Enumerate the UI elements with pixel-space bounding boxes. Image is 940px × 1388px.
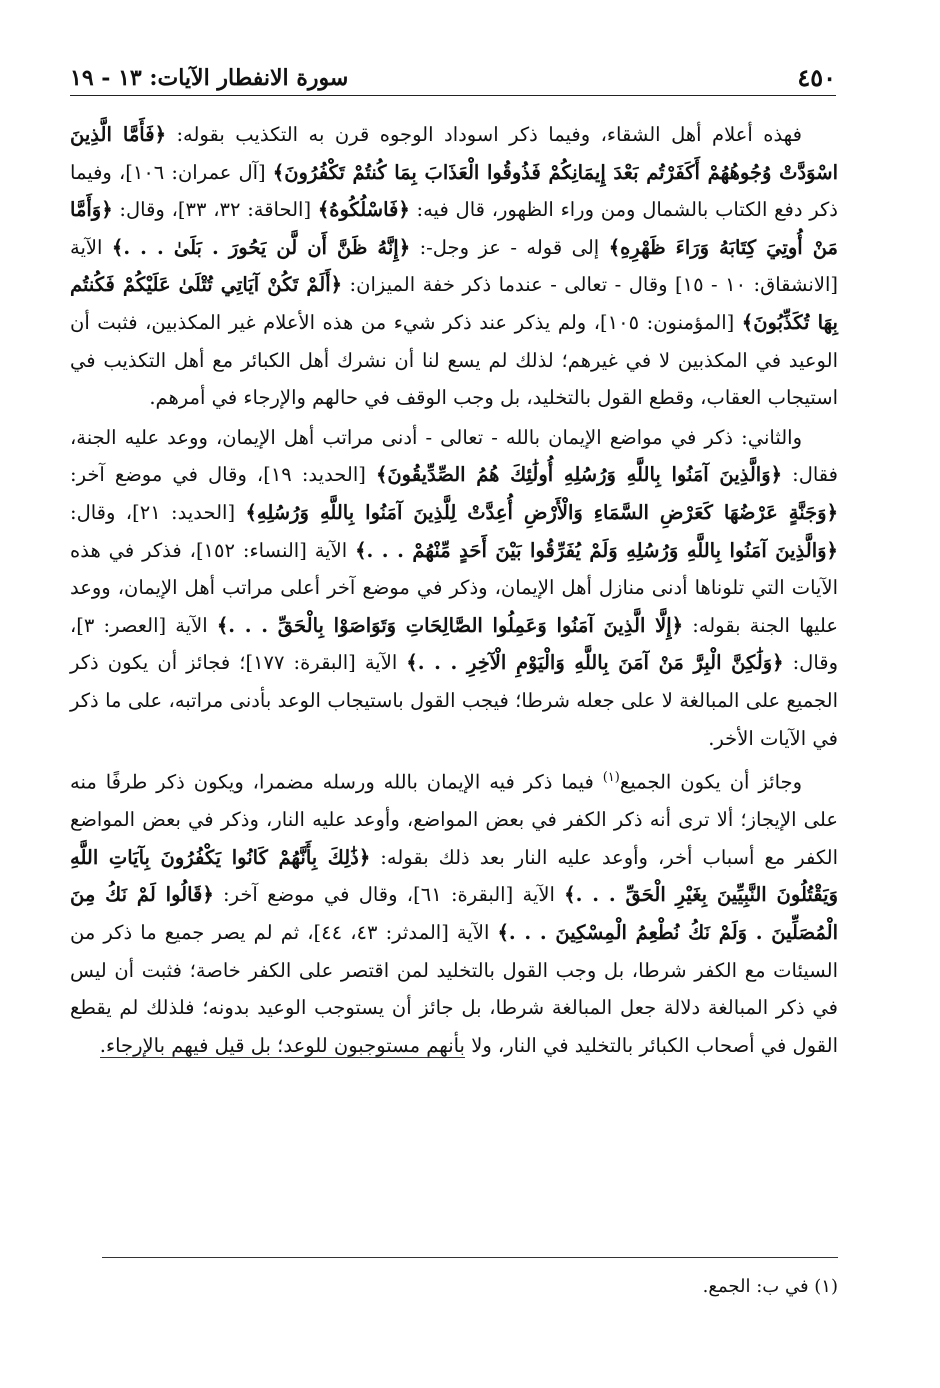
text-segment: الآية [الانشقاق: ١٠ - ١٥] وقال - تعالى - عندما ذكر خفة الميزان: [70, 235, 838, 297]
text-segment: [الحديد: ١٩]، وقال في موضع آخر: [70, 463, 376, 487]
text-segment: والثاني: ذكر في مواضع الإيمان بالله - تعالى - أدنى مراتب أهل الإيمان، ووعد عليه الجنة، فقال: [70, 425, 838, 487]
text-segment: [الحديد: ٢١]، وقال: [70, 500, 246, 524]
text-segment: الآية [البقرة: ١٧٧]؛ فجائز أن يكون ذكر الجميع على المبالغة لا على جعله شرطا؛ فيجب القول باستيجاب الوعد بأدنى مراتبه، على ما ذكر في الآيات الأخر. [70, 651, 838, 750]
footnote-reference: (١) [602, 770, 620, 786]
underlined-text: بأنهم مستوجبون للوعد؛ بل قيل فيهم بالإرجاء. [99, 1033, 465, 1057]
footnote: (١) في ب: الجمع. [702, 1276, 838, 1297]
quran-verse: ﴿قَالُوا لَمْ نَكُ مِنَ الْمُصَلِّينَ . وَلَمْ نَكُ نُطْعِمُ الْمِسْكِينَ . . .﴾ [70, 883, 838, 944]
footnote-divider [102, 1257, 838, 1258]
quran-verse: ﴿وَلَٰكِنَّ الْبِرَّ مَنْ آمَنَ بِاللَّهِ وَالْيَوْمِ الْآخِرِ . . .﴾ [406, 651, 784, 675]
page-header [70, 55, 836, 96]
text-segment: الآية [البقرة: ٦١]، وقال في موضع آخر: [213, 883, 565, 907]
quran-verse: ﴿ذَٰلِكَ بِأَنَّهُمْ كَانُوا يَكْفُرُونَ بِآيَاتِ اللَّهِ وَيَقْتُلُونَ النَّبِيِّينَ بِغَيْرِ الْحَقِّ . . .﴾ [70, 845, 838, 907]
quran-verse: ﴿إِنَّهُ ظَنَّ أَن لَّن يَحُورَ . بَلَىٰ . . .﴾ [111, 235, 411, 259]
quran-verse: ﴿وَجَنَّةٍ عَرْضُهَا كَعَرْضِ السَّمَاءِ وَالْأَرْضِ أُعِدَّتْ لِلَّذِينَ آمَنُوا بِاللَّهِ وَرُسُلِهِ﴾ [245, 500, 838, 524]
quran-verse: ﴿وَالَّذِينَ آمَنُوا بِاللَّهِ وَرُسُلِهِ أُولَٰئِكَ هُمُ الصِّدِّيقُونَ﴾ [375, 463, 783, 487]
paragraph [70, 419, 838, 757]
text-segment: [الحاقة: ٣٢، ٣٣]، وقال: [112, 198, 318, 222]
main-text [70, 116, 838, 1064]
quran-verse: ﴿فَأَمَّا الَّذِينَ اسْوَدَّتْ وُجُوهُهُمْ أَكَفَرْتُم بَعْدَ إِيمَانِكُمْ فَذُوقُوا الْعَذَابَ بِمَا كُنتُمْ تَكْفُرُونَ﴾ [70, 123, 838, 184]
quran-verse: ﴿وَأَمَّا مَنْ أُوتِيَ كِتَابَهُ وَرَاءَ ظَهْرِهِ﴾ [70, 198, 839, 259]
paragraph [70, 116, 838, 417]
text-segment: الآية [المدثر: ٤٣، ٤٤]، ثم لم يصر جميع ما ذكر من السيئات مع الكفر شرطا، بل وجب القول بالتخليد لمن اقتصر على الكفر خاصة؛ فثبت أن ليس في ذكر المبالغة دلالة جعل المبالغة شرطا، بل جائز أن يستوجب الوعيد بدونه؛ فلذلك لم يقطع القول في أصحاب الكبائر بالتخليد في النار، ولا [70, 920, 838, 1057]
quran-verse: ﴿وَالَّذِينَ آمَنُوا بِاللَّهِ وَرُسُلِهِ وَلَمْ يُفَرِّقُوا بَيْنَ أَحَدٍ مِّنْهُمْ . . .﴾ [355, 538, 838, 562]
page-number: ٤٥٠ [797, 63, 836, 92]
text-segment: [المؤمنون: ١٠٥]، ولم يذكر عند ذكر شيء من هذه الأعلام غير المكذبين، فثبت أن الوعيد في المكذبين لا في غيرهم؛ لذلك لم يسع لنا أن نشرك أهل الكبائر مع أهل التكذيب في استيجاب العقاب، وقطع القول بالتخليد، بل وجب الوقف في حالهم والإرجاء في أمرهم. [70, 310, 838, 410]
text-segment: فيما ذكر فيه الإيمان بالله ورسله مضمرا، ويكون ذكر طرفًا منه على الإيجاز؛ ألا ترى أنه ذكر الكفر في بعض المواضع، وأوعد عليه النار، وذكر في بعض المواضع الكفر مع أسباب أخر، وأوعد عليه النار بعد ذلك بقوله: [70, 770, 838, 869]
quran-verse: ﴿فَاسْلُكُوهُ﴾ [317, 198, 410, 222]
text-segment: الآية [النساء: ١٥٢]، فذكر في هذه الآيات التي تلوناها أدنى منازل أهل الإيمان، وذكر في موضع آخر أعلى مراتب أهل الإيمان، ووعد عليها الجنة بقوله: [70, 538, 838, 637]
text-segment: وجائز أن يكون الجميع [619, 770, 802, 794]
text-segment: [آل عمران: ١٠٦]، وفيما ذكر دفع الكتاب بالشمال ومن وراء الظهور، قال فيه: [70, 160, 838, 222]
running-title: سورة الانفطار الآيات: ١٣ - ١٩ [70, 65, 349, 91]
quran-verse: ﴿إِلَّا الَّذِينَ آمَنُوا وَعَمِلُوا الصَّالِحَاتِ وَتَوَاصَوْا بِالْحَقِّ . . .﴾ [216, 613, 684, 637]
text-segment: الآية [العصر: ٣]، وقال: [70, 613, 839, 675]
text-segment: إلى قوله - عز وجل-: [410, 235, 609, 259]
paragraph [70, 759, 838, 1064]
text-segment: فهذه أعلام أهل الشقاء، وفيما ذكر اسوداد الوجوه قرن به التكذيب بقوله: [166, 123, 802, 146]
quran-verse: ﴿أَلَمْ تَكُنْ آيَاتِي تُتْلَىٰ عَلَيْكُمْ فَكُنتُم بِهَا تُكَذِّبُونَ﴾ [70, 273, 838, 334]
